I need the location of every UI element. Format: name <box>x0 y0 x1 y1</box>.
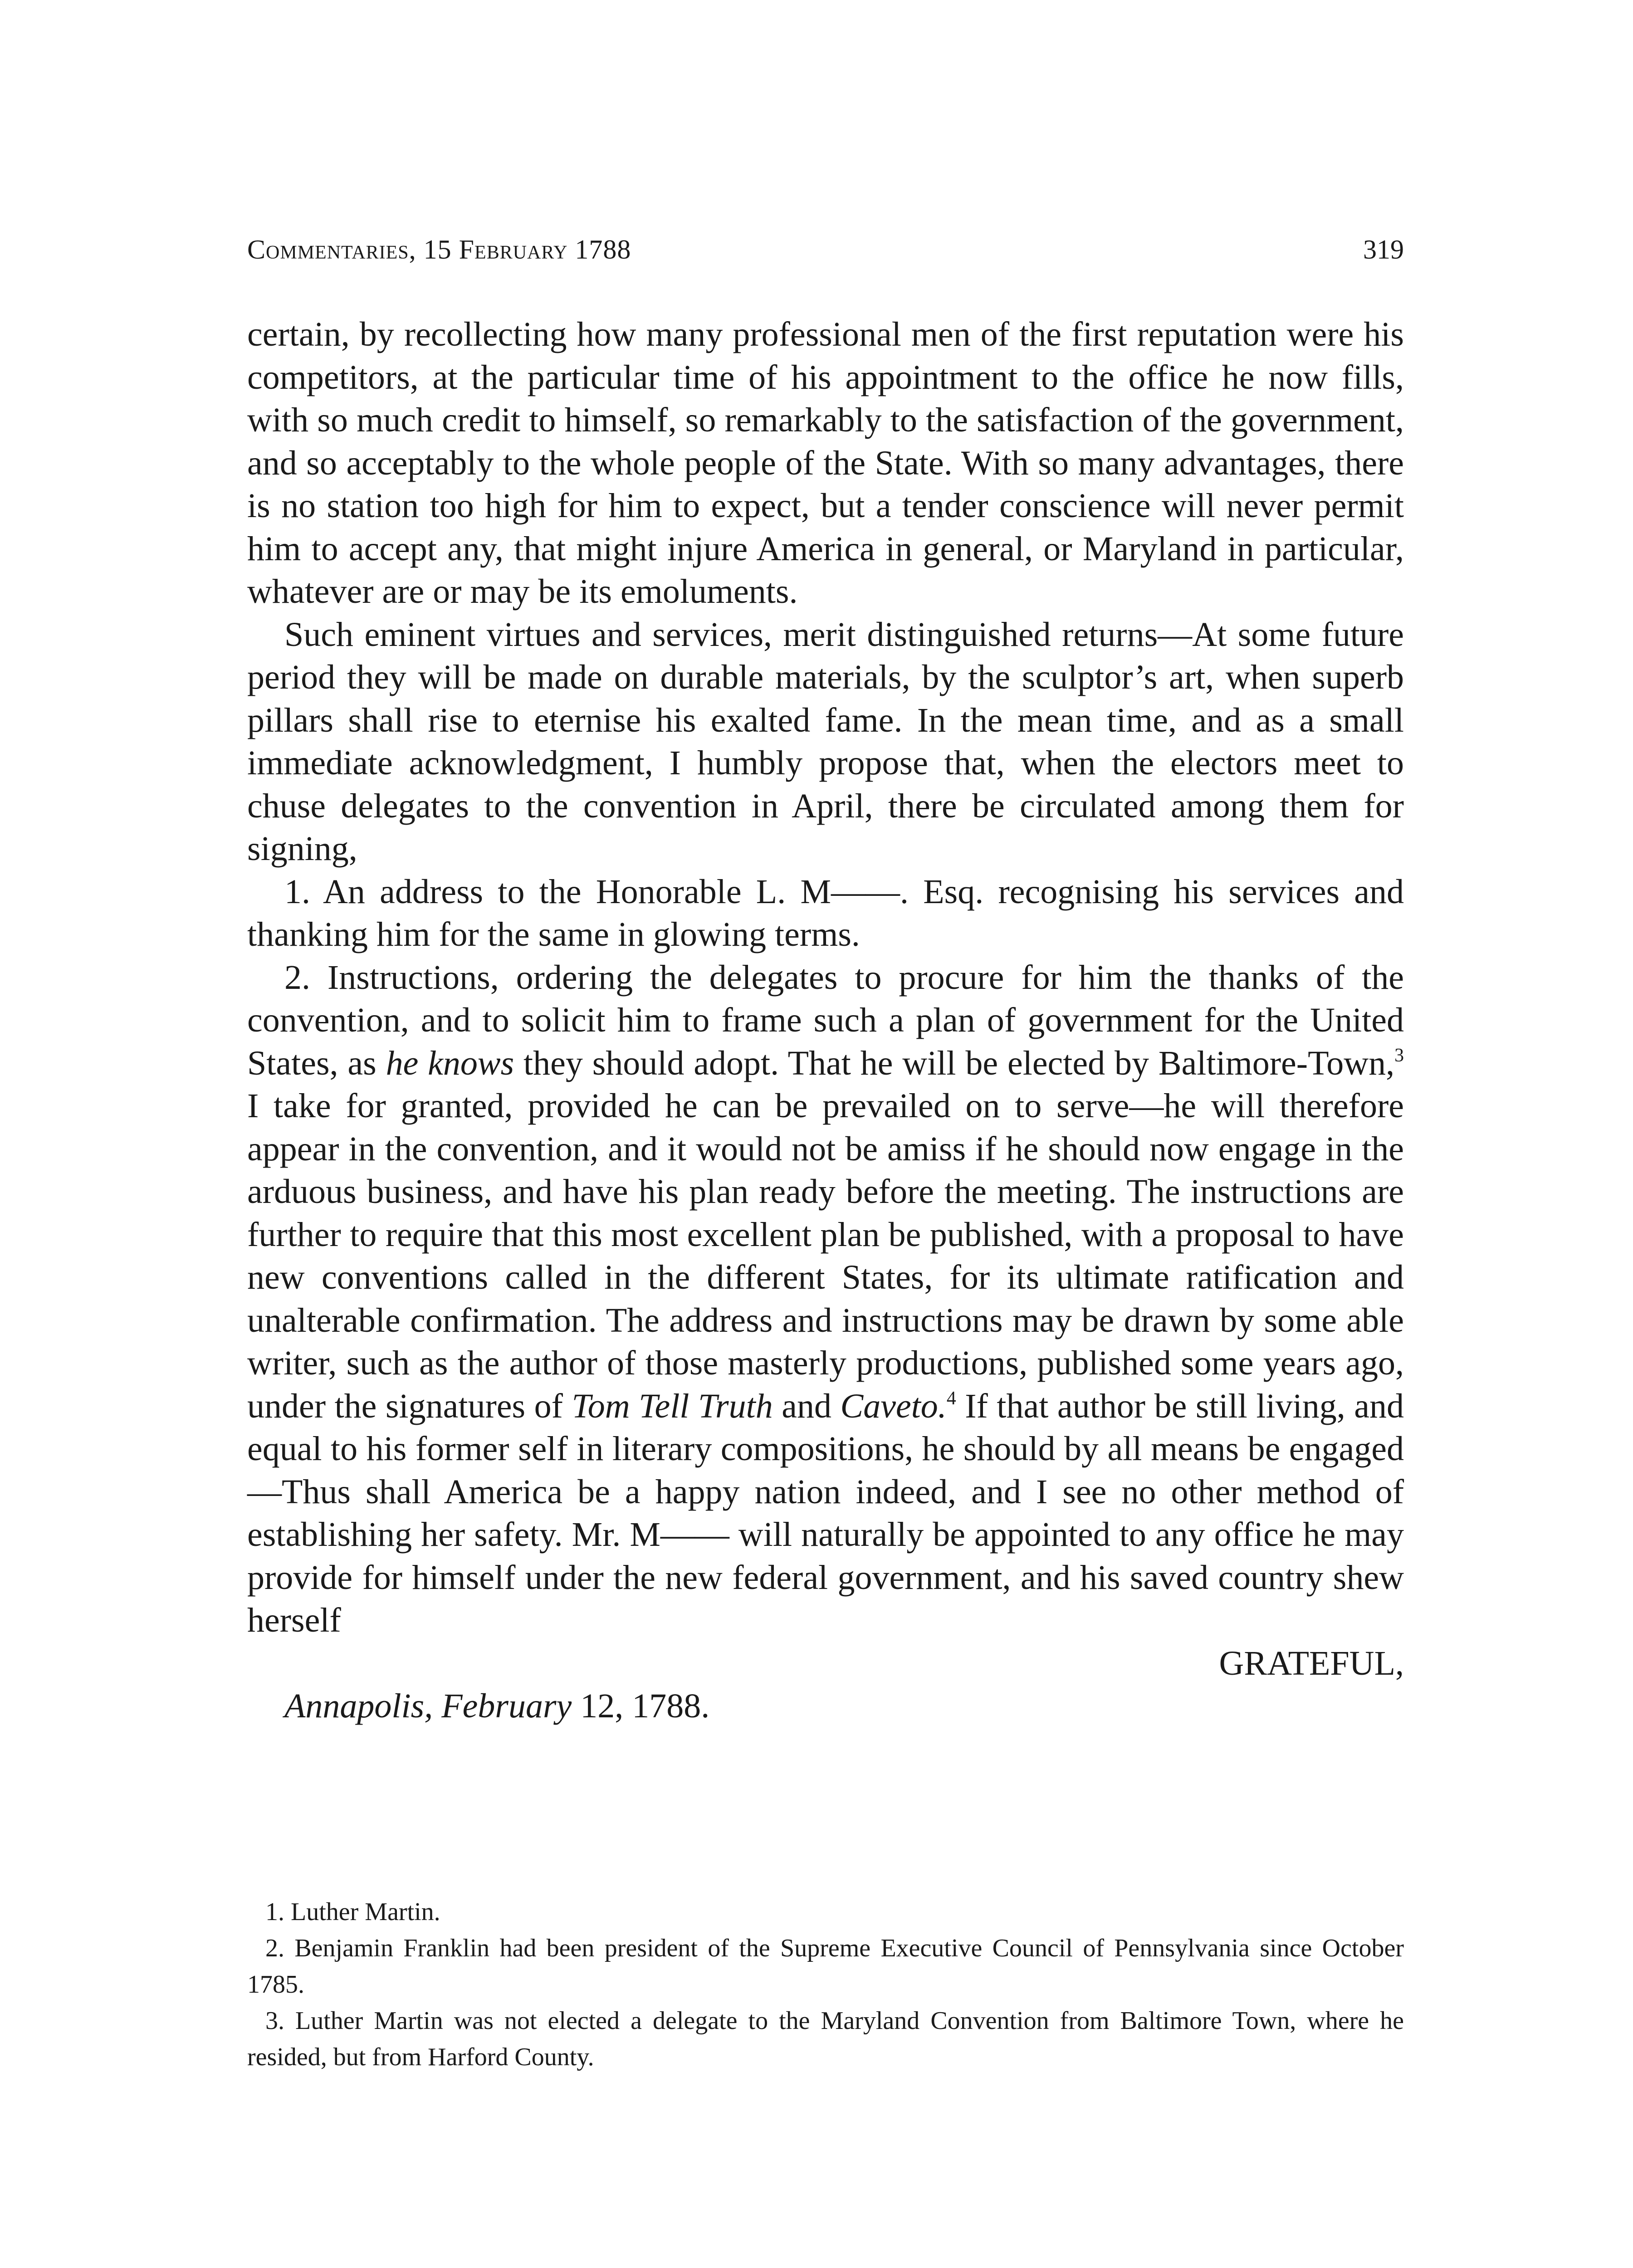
paragraph-1: certain, by recollecting how many professional men of the first reputation were his competitors, at the particular time of his appointment to the office he now fills, with so much credit to himself, so remarkably to the satisfaction of the government, and so acceptably to the whole people of the State. With so many advantages, there is no station too high for him to expect, but a tender conscience will never permit him to accept any, that might injure America in general, or Maryland in particular, whatever are or may be its emoluments. <box>247 315 1404 611</box>
paragraph-2: Such eminent virtues and services, merit distinguished returns—At some future period they will be made on durable materials, by the sculptor’s art, when superb pillars shall rise to eternise his exalted fame. In the mean time, and as a small immediate acknowledgment, I humbly propose that, when the electors meet to chuse delegates to the convention in April, there be circulated among them for signing, <box>247 615 1404 868</box>
footnote-ref-4: 4 <box>946 1388 956 1409</box>
footnote-1: 1. Luther Martin. <box>265 1898 440 1926</box>
dateline-place: Annapolis, February <box>284 1687 572 1725</box>
paragraph-4-text-b: they should adopt. That he will be elected by Baltimore-Town, <box>514 1044 1395 1082</box>
paragraph-4-italic-tom-tell-truth: Tom Tell Truth <box>572 1387 773 1425</box>
page-number: 319 <box>1363 235 1404 264</box>
footnotes <box>247 1894 1404 2075</box>
running-title: Commentaries, 15 February 1788 <box>247 235 631 264</box>
paragraph-3: 1. An address to the Honorable L. M——. Esq. recognising his services and thanking him for the same in glowing terms. <box>247 872 1404 953</box>
footnote-3: 3. Luther Martin was not elected a delegate to the Maryland Convention from Baltimore Town, where he resided, but from Harford County. <box>247 2007 1404 2071</box>
paragraph-4-text-a: 2. Instructions, ordering the delegates to procure for him the thanks of the convention, and to solicit him to frame such a plan of government for the United States, as <box>247 958 1404 1082</box>
footnote-2: 2. Benjamin Franklin had been president of the Supreme Executive Council of Pennsylvania since October 1785. <box>247 1934 1404 1999</box>
signature: GRATEFUL, <box>1219 1644 1404 1682</box>
running-head <box>247 229 1404 270</box>
dateline-date: 12, 1788. <box>572 1687 710 1725</box>
footnote-ref-3: 3 <box>1394 1045 1404 1066</box>
main-text <box>247 313 1404 1728</box>
paragraph-4-text-d: and <box>772 1387 841 1425</box>
paragraph-4-italic-he-knows: he knows <box>386 1044 514 1082</box>
paragraph-4-text-c: I take for granted, provided he can be prevailed on to serve—he will therefore appear in the convention, and it would not be amiss if he should now engage in the arduous business, and have his plan ready before the meeting. The instructions are further to require that this most excellent plan be published, with a proposal to have new conventions called in the different States, for its ultimate ratification and unalterable confirmation. The address and instructions may be drawn by some able writer, such as the author of those masterly productions, published some years ago, under the signatures of <box>247 1087 1404 1425</box>
paragraph-4 <box>247 956 1404 1642</box>
paragraph-4-text-e: If that author be still living, and equal to his former self in literary compositions, he should by all means be engaged—Thus shall America be a happy nation indeed, and I see no other method of establishing her safety. Mr. M—— will naturally be appointed to any office he may provide for himself under the new federal government, and his saved country shew herself <box>247 1387 1404 1639</box>
dateline <box>247 1685 1404 1728</box>
paragraph-4-italic-caveto: Caveto. <box>840 1387 947 1425</box>
